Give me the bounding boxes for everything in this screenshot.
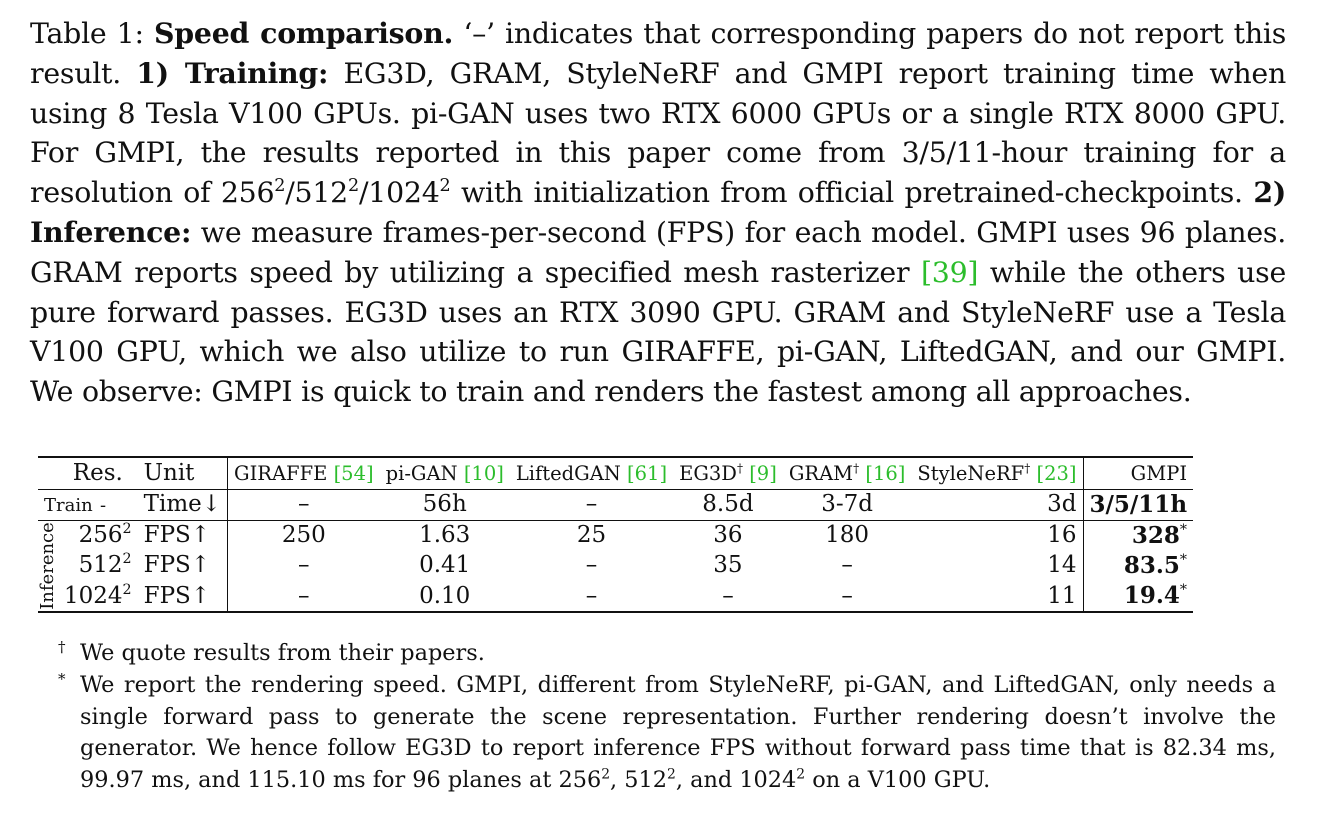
cell-giraffe: – xyxy=(228,551,380,581)
header-liftedgan xyxy=(510,457,673,490)
gmpi-value: 19.4 xyxy=(1123,582,1180,610)
cell-res xyxy=(58,551,138,581)
inference-label-vertical: Inference xyxy=(37,522,59,610)
dagger-mark: † xyxy=(736,461,743,476)
star-mark: * xyxy=(58,669,66,688)
footnote-text: We quote results from their papers. xyxy=(80,640,485,666)
cell-giraffe: – xyxy=(228,490,380,520)
training-text-end: with initialization from official pretrained-checkpoints. xyxy=(450,176,1243,210)
train-label-cell xyxy=(38,490,138,520)
citation-link[interactable]: [54] xyxy=(333,461,374,485)
citation-link[interactable]: [61] xyxy=(627,461,668,485)
cell-pigan: 1.63 xyxy=(419,522,471,549)
star-mark: * xyxy=(1179,521,1188,538)
cell-gmpi xyxy=(1083,520,1193,551)
header-giraffe xyxy=(228,457,380,490)
header-stylenerf xyxy=(911,457,1083,490)
footnote-text: on a V100 GPU. xyxy=(805,767,991,794)
header-gram xyxy=(783,457,912,490)
cell-gram: 180 xyxy=(825,522,870,549)
footnote-text: , and 1024 xyxy=(675,767,797,794)
res-value: 256 xyxy=(78,522,123,549)
cell-stylenerf: 14 xyxy=(911,551,1083,581)
cell-stylenerf: 16 xyxy=(911,520,1083,551)
cell-pigan: 56h xyxy=(380,490,510,520)
citation-link[interactable]: [9] xyxy=(749,461,777,485)
star-mark: * xyxy=(1179,552,1188,569)
superscript: 2 xyxy=(274,176,286,197)
header-eg3d xyxy=(673,457,783,490)
cell-gram: 3-7d xyxy=(783,490,912,520)
cell-unit: FPS↑ xyxy=(143,522,211,549)
inference-text-end: while the others use pure forward passes. EG3D uses an RTX 3090 GPU. GRAM and StyleNeRF use a Tesla V100 GPU, which we also utilize to run GIRAFFE, pi-GAN, LiftedGAN, and our GMPI. We observe: GMPI is quick to train and renders the fastest among all approaches. xyxy=(30,255,1286,409)
res-value: 512 xyxy=(78,552,123,579)
superscript: 2 xyxy=(122,581,132,598)
footnote-text: We report the rendering speed. GMPI, different from StyleNeRF, pi-GAN, and LiftedGAN, only needs a single forward pass to generate the scene representation. Further rendering doesn’t involve the generator. We hence follow EG3D to report inference FPS without forward pass time that is 82.34 ms, 99.97 ms, and 115.10 ms for 96 planes at 256 xyxy=(80,671,1276,794)
superscript: 2 xyxy=(601,766,611,783)
cell-gram: – xyxy=(841,582,853,609)
res-value: 1024 xyxy=(64,582,123,609)
train-unit: Time↓ xyxy=(138,490,228,520)
inference-text: we measure frames-per-second (FPS) for each model. GMPI uses 96 planes. GRAM reports speed by utilizing a specified mesh rasterizer xyxy=(30,215,1286,289)
inference-label: 2) Inference: xyxy=(30,175,1286,249)
model-name: GIRAFFE xyxy=(234,461,328,485)
caption-intro: ‘–’ indicates that corresponding papers do not report this result. xyxy=(30,17,1287,90)
table-row-inference xyxy=(38,551,1193,581)
caption-title: Speed comparison. xyxy=(154,16,454,50)
cell-liftedgan: – xyxy=(510,490,673,520)
gmpi-value: 83.5 xyxy=(1123,551,1180,579)
dagger-mark: † xyxy=(58,638,66,656)
table-header-row xyxy=(38,457,1193,490)
model-name: EG3D xyxy=(679,461,737,485)
gmpi-value: 328 xyxy=(1131,521,1180,549)
model-name: GRAM xyxy=(788,461,854,485)
table-row-train xyxy=(38,490,1193,520)
header-unit: Unit xyxy=(143,460,195,486)
footnote-text: , 512 xyxy=(610,767,668,794)
star-mark: * xyxy=(1179,582,1188,599)
cell-pigan: 0.41 xyxy=(419,552,471,579)
superscript: 2 xyxy=(122,551,132,568)
cell-liftedgan: – xyxy=(585,552,598,579)
header-gmpi: GMPI xyxy=(1130,461,1188,485)
cell-stylenerf: 11 xyxy=(911,581,1083,612)
superscript: 2 xyxy=(347,176,359,197)
speed-comparison-table xyxy=(38,456,1193,613)
caption-label: Table 1: xyxy=(30,17,144,50)
footnote-dagger xyxy=(56,638,1276,670)
citation-link[interactable]: [23] xyxy=(1036,461,1077,485)
cell-pigan: 0.10 xyxy=(419,582,471,609)
model-name: LiftedGAN xyxy=(515,461,621,485)
header-pigan xyxy=(380,457,510,490)
cell-eg3d: 8.5d xyxy=(673,490,783,520)
cell-giraffe: – xyxy=(228,581,380,612)
cell-gram: – xyxy=(841,552,853,579)
citation-link[interactable]: [10] xyxy=(463,461,504,485)
header-res: Res. xyxy=(72,460,123,486)
superscript: 2 xyxy=(796,766,806,783)
superscript: 2 xyxy=(122,521,132,538)
train-label: Train xyxy=(44,495,93,517)
cell-eg3d: – xyxy=(722,582,734,609)
cell-gmpi: 3/5/11h xyxy=(1083,490,1193,520)
table-caption xyxy=(30,14,1286,412)
training-text-mid: /512 xyxy=(285,176,348,210)
cell-res xyxy=(58,581,138,612)
cell-stylenerf: 3d xyxy=(911,490,1083,520)
citation-link[interactable]: [39] xyxy=(920,255,979,289)
cell-liftedgan: – xyxy=(585,582,598,609)
cell-res xyxy=(58,520,138,551)
superscript: 2 xyxy=(667,766,676,783)
train-res: - xyxy=(100,495,107,517)
cell-giraffe: 250 xyxy=(228,520,380,551)
training-text: EG3D, GRAM, StyleNeRF and GMPI report training time when using 8 Tesla V100 GPUs. pi-GAN uses two RTX 6000 GPUs or a single RTX 8000 GPU. For GMPI, the results reported in this paper come from 3/5/11-hour training for a resolution of 256 xyxy=(30,56,1287,210)
dagger-mark: † xyxy=(1024,461,1031,476)
cell-eg3d: 36 xyxy=(713,522,743,549)
dagger-mark: † xyxy=(853,461,860,476)
training-text-mid: /1024 xyxy=(358,176,440,210)
cell-gmpi xyxy=(1083,581,1193,612)
table-row-inference xyxy=(38,581,1193,612)
model-name: StyleNeRF xyxy=(917,461,1025,485)
cell-gmpi xyxy=(1083,551,1193,581)
training-label: 1) Training: xyxy=(136,55,329,90)
cell-eg3d: 35 xyxy=(713,552,743,579)
citation-link[interactable]: [16] xyxy=(865,461,906,485)
table-row-inference xyxy=(38,520,1193,551)
superscript: 2 xyxy=(439,176,451,197)
footnote-star xyxy=(56,670,1276,797)
cell-unit: FPS↑ xyxy=(143,552,211,579)
cell-unit: FPS↑ xyxy=(143,582,211,609)
table-footnotes xyxy=(56,638,1276,797)
inference-group-cell xyxy=(38,520,58,612)
cell-liftedgan: 25 xyxy=(576,522,607,549)
model-name: pi-GAN xyxy=(385,461,458,485)
